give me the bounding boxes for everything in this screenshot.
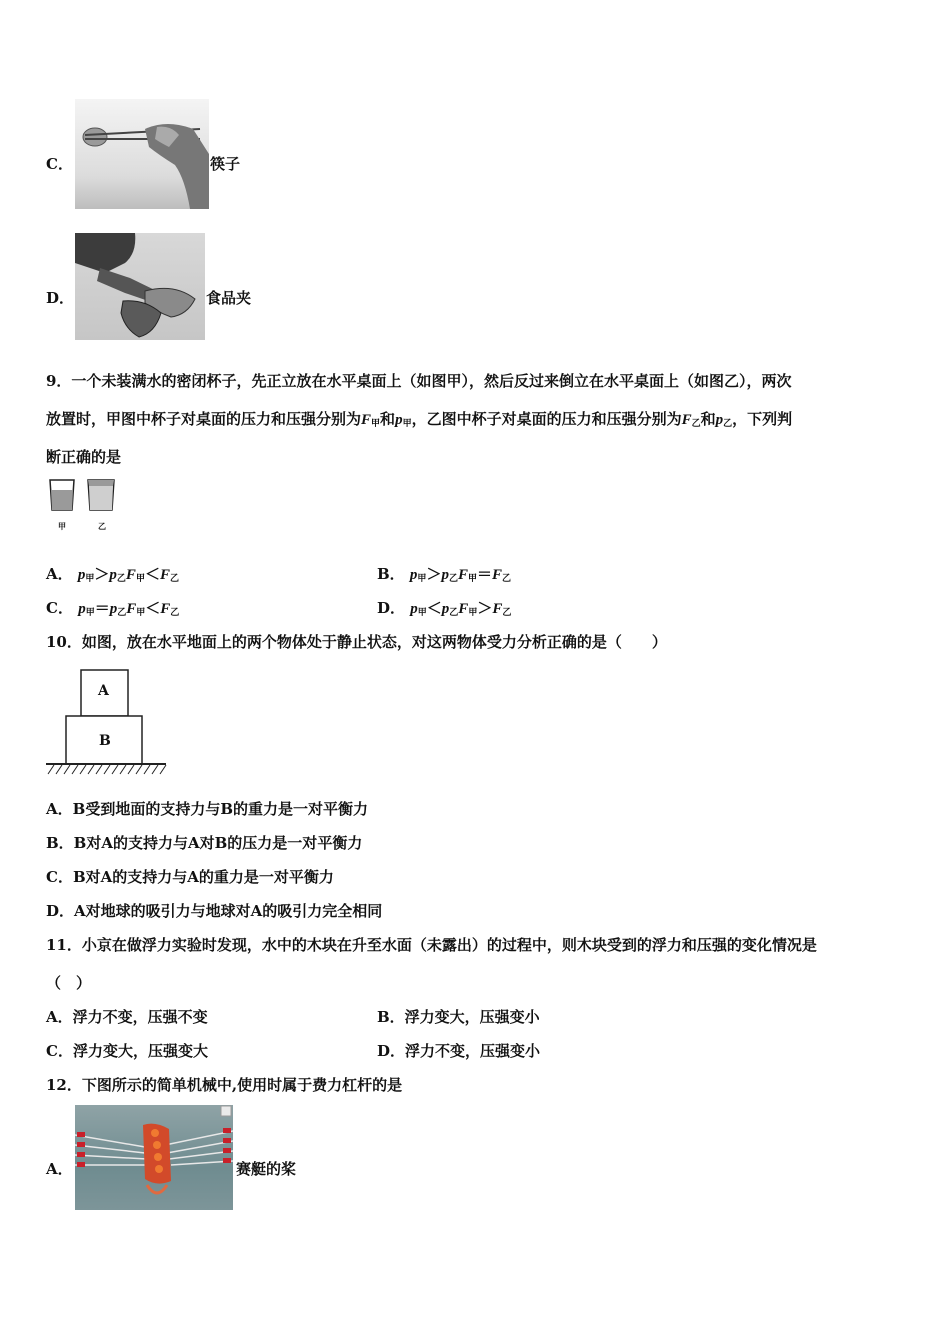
q9-stem-line1: 9．一个未装满水的密闭杯子，先正立放在水平桌面上（如图甲），然后反过来倒立在水平桌面上（如图乙），两次	[46, 372, 792, 390]
q10-stem: 10．如图，放在水平地面上的两个物体处于静止状态，对这两物体受力分析正确的是（ ）	[46, 633, 667, 651]
option-d-label: 食品夹	[206, 289, 252, 307]
q12-stem: 12．下图所示的简单机械中,使用时属于费力杠杆的是	[46, 1076, 403, 1094]
fig-label-jia: 甲	[58, 521, 66, 531]
option-d-letter: D．	[46, 289, 75, 307]
blocks-figure	[44, 666, 170, 780]
q10-option-a: A．B受到地面的支持力与B的重力是一对平衡力	[46, 800, 368, 818]
option-c-letter: C．	[46, 155, 73, 173]
q11-option-d: D．浮力不变，压强变小	[377, 1042, 541, 1060]
q9-option-c: C． $p_甲=p_乙F_甲<F_乙$	[46, 599, 180, 618]
chopsticks-image	[75, 99, 209, 209]
option-c-label: 筷子	[210, 155, 241, 173]
q9-stem-line2: 放置时，甲图中杯子对桌面的压力和压强分别为$F_甲$和$p_甲$，乙图中杯子对桌面的压力和压强分别为$F_乙$和$p_乙$，下列判	[46, 410, 793, 429]
q11-stem-line1: 11．小京在做浮力实验时发现，水中的木块在升至水面（未露出）的过程中，则木块受到的浮力和压强的变化情况是	[46, 936, 817, 954]
q12-option-a-label: 赛艇的桨	[236, 1160, 297, 1178]
q9-option-d: D． $p_甲<p_乙F_甲>F_乙$	[377, 599, 512, 618]
q9-option-a: A． $p_甲>p_乙F_甲<F_乙$	[46, 565, 179, 584]
food-tongs-image	[75, 233, 205, 340]
q11-option-c: C．浮力变大，压强变大	[46, 1042, 208, 1060]
block-a-label: A	[98, 683, 109, 699]
q11-stem-line2: （ ）	[46, 974, 92, 992]
rowing-boat-image	[75, 1105, 233, 1210]
cups-figure	[46, 476, 126, 536]
q9-stem-line3: 断正确的是	[46, 448, 122, 466]
fig-label-yi: 乙	[98, 521, 106, 531]
block-b-label: B	[99, 733, 111, 749]
q10-option-b: B．B对A的支持力与A对B的压力是一对平衡力	[46, 834, 363, 852]
q10-option-c: C．B对A的支持力与A的重力是一对平衡力	[46, 868, 334, 886]
q12-option-a-letter: A．	[46, 1160, 73, 1178]
q9-option-b: B． $p_甲>p_乙F_甲=F_乙$	[377, 565, 512, 584]
q10-option-d: D．A对地球的吸引力与地球对A的吸引力完全相同	[46, 902, 383, 920]
q11-option-b: B．浮力变大，压强变小	[377, 1008, 540, 1026]
q11-option-a: A．浮力不变，压强不变	[46, 1008, 208, 1026]
